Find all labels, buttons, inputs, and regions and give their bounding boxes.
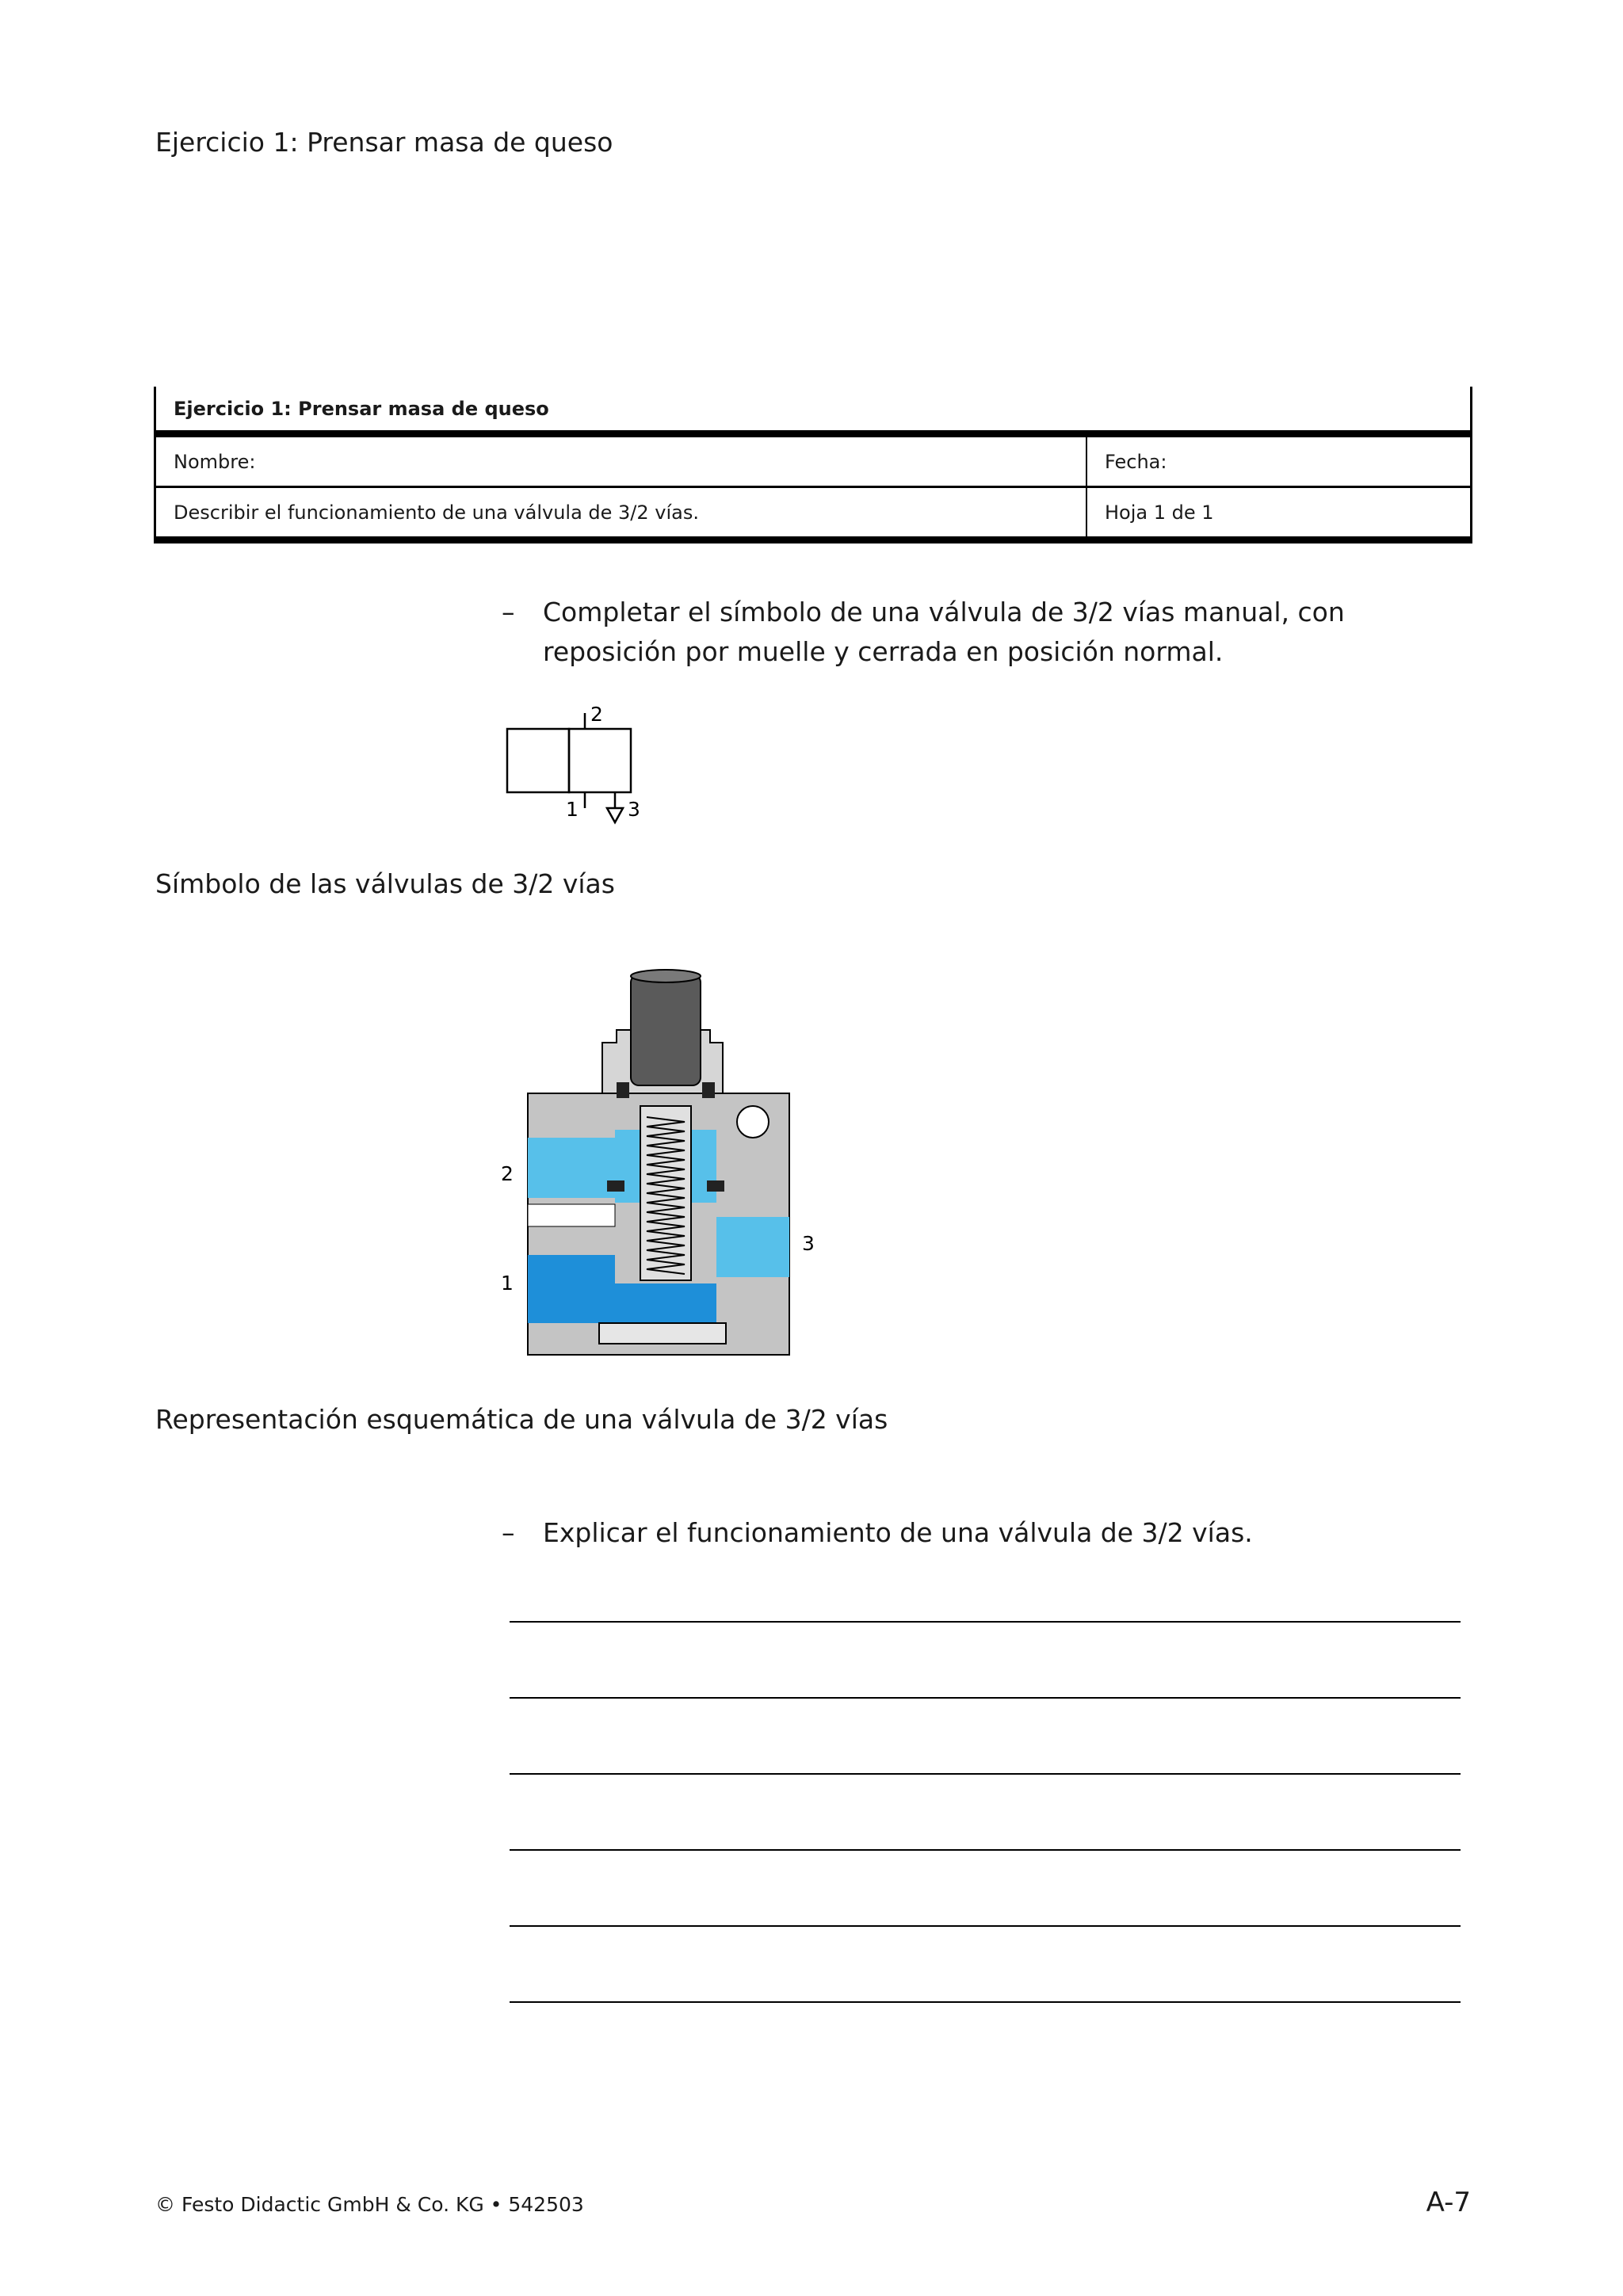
lower-chamber [615, 1283, 716, 1323]
mounting-hole [737, 1106, 769, 1138]
footer-copyright: © Festo Didactic GmbH & Co. KG • 542503 [155, 2193, 584, 2216]
seal-left [607, 1180, 624, 1192]
answer-line[interactable] [510, 2001, 1461, 2003]
exhaust-triangle-icon [607, 808, 623, 822]
task-completar [502, 593, 1462, 672]
schematic-label-2: 2 [501, 1162, 514, 1185]
task-explicar [502, 1513, 1462, 1553]
symbol-label-3: 3 [628, 798, 640, 821]
symbol-label-1: 1 [566, 798, 579, 821]
caption-schematic: Representación esquemática de una válvula de 3/2 vías [155, 1404, 888, 1435]
worksheet-title: Ejercicio 1: Prensar masa de queso [154, 387, 1472, 437]
symbol-right-square [569, 729, 631, 792]
port-1-channel [528, 1255, 615, 1323]
worksheet-row-description [154, 488, 1472, 543]
page-number: A-7 [1426, 2187, 1471, 2218]
port-3-channel [716, 1217, 789, 1277]
task-text: Explicar el funcionamiento de una válvula de 3/2 vías. [543, 1517, 1253, 1548]
sheet-number: Hoja 1 de 1 [1105, 501, 1214, 524]
schematic-label-3: 3 [802, 1232, 815, 1255]
port-2-channel [528, 1138, 615, 1198]
seal-right [707, 1180, 724, 1192]
task-dash: – [502, 597, 515, 627]
name-field[interactable]: Nombre: [156, 437, 1087, 486]
task-dash: – [502, 1517, 515, 1548]
body-passage [528, 1204, 615, 1226]
answer-line[interactable] [510, 1849, 1461, 1851]
worksheet-description: Describir el funcionamiento de una válvula de 3/2 vías. [156, 488, 1087, 536]
top-seal-right [702, 1082, 715, 1098]
worksheet-table [154, 387, 1472, 543]
top-seal-left [617, 1082, 629, 1098]
bottom-cap [599, 1323, 726, 1344]
date-field[interactable]: Fecha: [1105, 450, 1167, 473]
plunger-top [631, 970, 701, 982]
symbol-left-square [507, 729, 569, 792]
plunger-button [631, 974, 701, 1085]
worksheet-row-name [154, 437, 1472, 488]
answer-line[interactable] [510, 1621, 1461, 1623]
valve-symbol-diagram [499, 697, 658, 832]
answer-line[interactable] [510, 1925, 1461, 1927]
schematic-label-1: 1 [501, 1272, 514, 1295]
caption-symbol: Símbolo de las válvulas de 3/2 vías [155, 868, 615, 899]
symbol-label-2: 2 [590, 703, 603, 726]
answer-line[interactable] [510, 1773, 1461, 1775]
answer-line[interactable] [510, 1697, 1461, 1699]
task-text: Completar el símbolo de una válvula de 3/2 vías manual, con reposición por muelle y cerrada en posición normal. [543, 597, 1345, 667]
page-header-title: Ejercicio 1: Prensar masa de queso [155, 127, 613, 158]
valve-schematic-diagram [491, 967, 824, 1379]
